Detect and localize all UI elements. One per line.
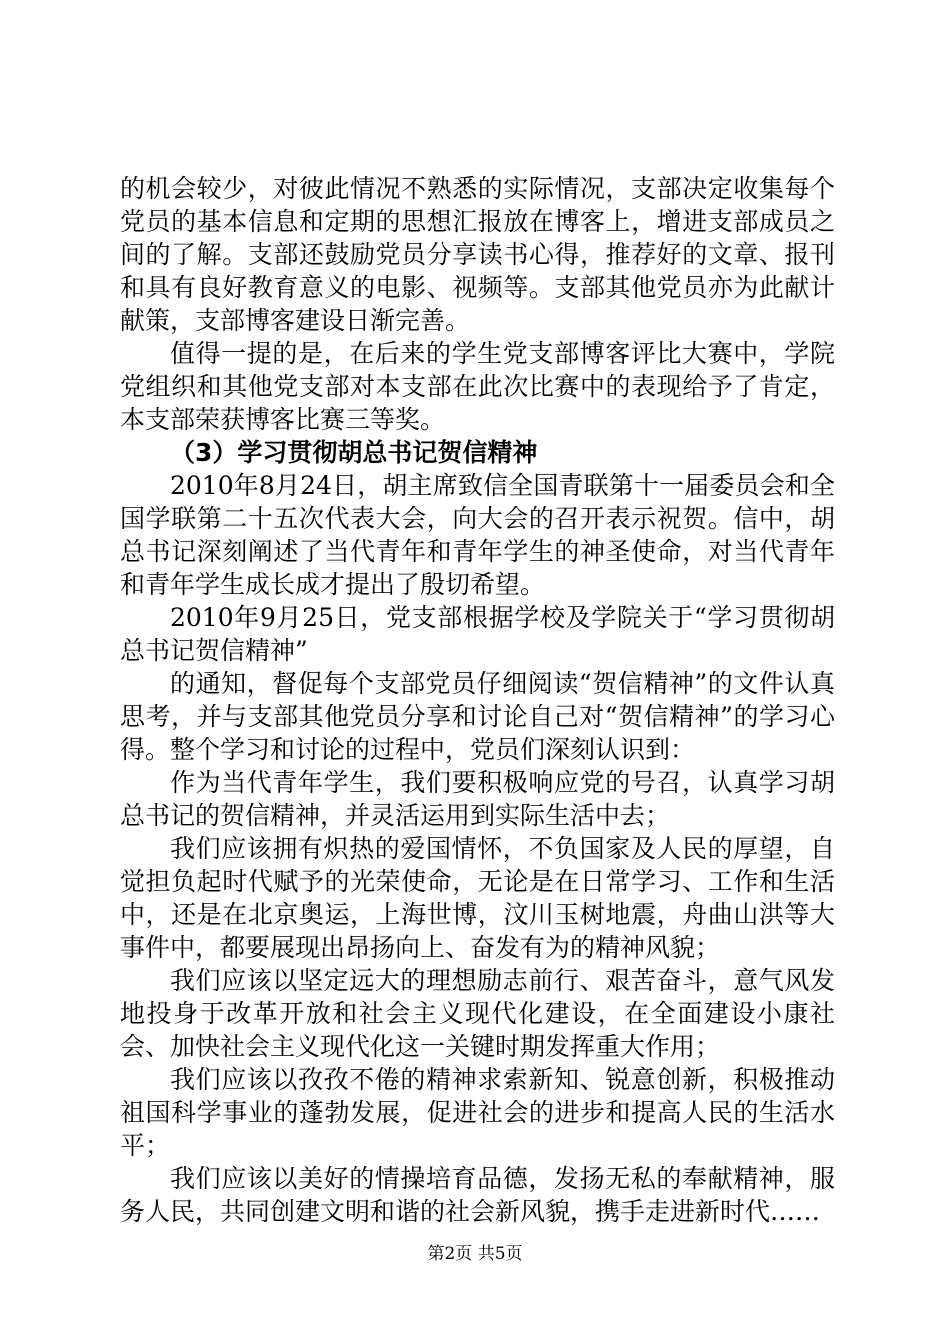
paragraph-point-1: 作为当代青年学生，我们要积极响应党的号召，认真学习胡总书记的贺信精神，并灵活运用到实际生活中去； xyxy=(120,768,835,830)
paragraph-blog-info: 的机会较少，对彼此情况不熟悉的实际情况，支部决定收集每个党员的基本信息和定期的思想汇报放在博客上，增进支部成员之间的了解。支部还鼓励党员分享读书心得，推荐好的文章、报刊和具有良好教育意义的电影、视频等。支部其他党员亦为此献计献策，支部博客建设日渐完善。 xyxy=(120,174,835,335)
page-number-footer: 第2页 共5页 xyxy=(427,1244,523,1264)
paragraph-branch-notice: 2010年9月25日，党支部根据学校及学院关于“学习贯彻胡总书记贺信精神” xyxy=(120,603,835,665)
paragraph-letter-date: 2010年8月24日，胡主席致信全国青联第十一届委员会和全国学联第二十五次代表大会，向大会的召开表示祝贺。信中，胡总书记深刻阐述了当代青年和青年学生的神圣使命，对当代青年和青年学生成长成才提出了殷切希望。 xyxy=(120,471,835,599)
paragraph-point-4: 我们应该以孜孜不倦的精神求索新知、锐意创新，积极推动祖国科学事业的蓬勃发展，促进社会的进步和提高人民的生活水平； xyxy=(120,1065,835,1160)
document-body xyxy=(120,172,835,1228)
section-heading: （3）学习贯彻胡总书记贺信精神 xyxy=(170,438,538,467)
paragraph-point-2: 我们应该拥有炽热的爱国情怀，不负国家及人民的厚望，自觉担负起时代赋予的光荣使命，无论是在日常学习、工作和生活中，还是在北京奥运，上海世博，汶川玉树地震，舟曲山洪等大事件中，都要展现出昂扬向上、奋发有为的精神风貌； xyxy=(120,834,835,962)
paragraph-point-5: 我们应该以美好的情操培育品德，发扬无私的奉献精神，服务人民，共同创建文明和谐的社会新风貌，携手走进新时代…… xyxy=(120,1164,835,1226)
paragraph-notice-continued: 的通知，督促每个支部党员仔细阅读“贺信精神”的文件认真思考，并与支部其他党员分享和讨论自己对“贺信精神”的学习心得。整个学习和讨论的过程中，党员们深刻认识到： xyxy=(120,669,835,764)
paragraph-blog-award: 值得一提的是，在后来的学生党支部博客评比大赛中，学院党组织和其他党支部对本支部在此次比赛中的表现给予了肯定，本支部荣获博客比赛三等奖。 xyxy=(120,339,835,434)
paragraph-point-3: 我们应该以坚定远大的理想励志前行、艰苦奋斗，意气风发地投身于改革开放和社会主义现代化建设，在全面建设小康社会、加快社会主义现代化这一关键时期发挥重大作用； xyxy=(120,966,835,1061)
